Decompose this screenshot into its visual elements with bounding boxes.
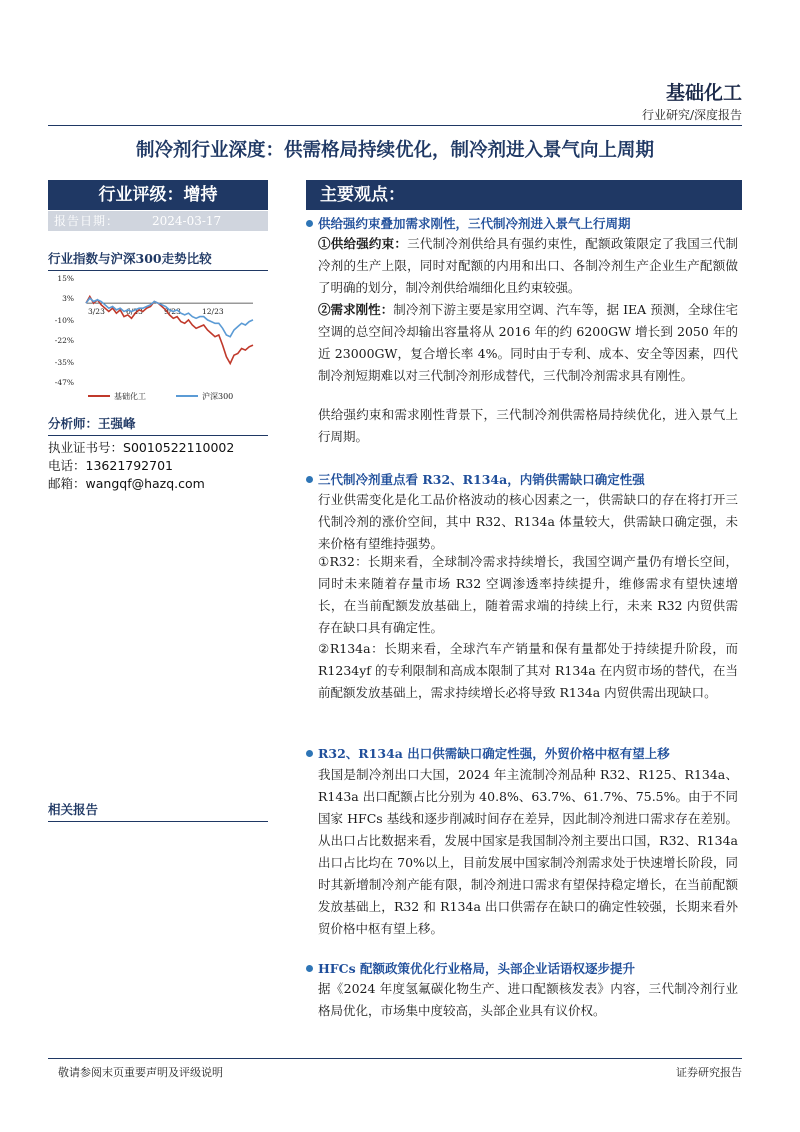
legend-label: 基础化工 [114, 392, 146, 401]
footer-disclaimer: 敬请参阅末页重要声明及评级说明 [58, 1066, 223, 1079]
report-title: 制冷剂行业深度：供需格局持续优化，制冷剂进入景气向上周期 [135, 140, 654, 161]
legend-label: 沪深300 [202, 392, 234, 401]
paragraph: 我国是制冷剂出口大国，2024 年主流制冷剂品种 R32、R125、R134a、R143a 出口配额占比分别为 40.8%、63.7%、61.7%、75.5%。由于不同国家 HFCs 基线和逐步削减时间存在差异，因此制冷剂进口需求存在差别。从出口占比数据来看，发展中国家是我国制冷剂主要出口国，R32、R134a 出口占比均在 70%以上，目前发展中国家制冷剂需求处于快速增长阶段，同时其新增制冷剂产能有限，制冷剂进口需求有望保持稳定增长，在当前配额发放基础上，R32 和 R134a 出口供需存在缺口的确定性较强，长期来看外贸价格中枢有望上移。 [318, 767, 739, 936]
paragraph: ①供给强约束：三代制冷剂供给具有强约束性，配额政策限定了我国三代制冷剂的生产上限，同时对配额的内用和出口、各制冷剂生产企业生产配额做了明确的划分，制冷剂供给端细化且约束较强。 [318, 236, 738, 295]
email-label: 邮箱： [48, 476, 86, 491]
license-value: S0010522110002 [123, 440, 235, 455]
related-reports-heading: 相关报告 [48, 800, 268, 822]
phone-label: 电话： [48, 458, 86, 473]
chart-heading: 行业指数与沪深300走势比较 [48, 249, 268, 271]
index-comparison-chart [48, 268, 268, 408]
section-heading: HFCs 配额政策优化行业格局，头部企业话语权逐步提升 [306, 959, 742, 977]
section-heading: R32、R134a 出口供需缺口确定性强，外贸价格中枢有望上移 [306, 744, 742, 762]
license-row [48, 438, 234, 456]
x-tick-label: 9/23 [164, 307, 181, 317]
bullet-icon [306, 476, 313, 483]
email-value[interactable]: wangqf@hazq.com [85, 476, 205, 491]
analyst-heading: 分析师：王强峰 [48, 414, 268, 436]
email-row [48, 474, 205, 492]
report-type: 行业研究/深度报告 [641, 108, 742, 122]
paragraph: 行业供需变化是化工品价格波动的核心因素之一，供需缺口的存在将打开三代制冷剂的涨价空间，其中 R32、R134a 体量较大，供需缺口确定强，未来价格有望维持强势。 [318, 492, 738, 551]
x-tick-label: 3/23 [88, 307, 105, 317]
paragraph: 供给强约束和需求刚性背景下，三代制冷剂供需格局持续优化，进入景气上行周期。 [318, 407, 738, 444]
series-line-csi300 [86, 298, 253, 337]
footer-report-label: 证券研究报告 [676, 1066, 742, 1079]
section-heading: 三代制冷剂重点看 R32、R134a，内销供需缺口确定性强 [306, 470, 742, 488]
license-label: 执业证书号： [48, 440, 124, 455]
industry-category: 基础化工 [665, 82, 742, 104]
x-tick-label: 12/23 [202, 307, 224, 317]
header-divider [48, 125, 742, 126]
bullet-icon [306, 750, 313, 757]
x-tick-label: 6/23 [126, 307, 143, 317]
phone-value: 13621792701 [85, 458, 173, 473]
y-tick-label: -22% [54, 336, 74, 346]
paragraph: ②R134a：长期来看，全球汽车产销量和保有量都处于持续提升阶段，而 R1234yf 的专利限制和高成本限制了其对 R134a 在内贸市场的替代，在当前配额发放基础上，需求持续增长必将导致 R134a 内贸供需出现缺口。 [318, 641, 738, 700]
y-tick-label: 15% [57, 274, 74, 283]
y-tick-label: -35% [54, 357, 74, 367]
industry-rating: 行业评级：增持 [48, 180, 268, 210]
y-tick-label: -10% [54, 315, 74, 325]
paragraph: ②需求刚性：制冷剂下游主要是家用空调、汽车等，据 IEA 预测，全球住宅空调的总空间冷却输出容量将从 2016 年的约 6200GW 增长到 2050 年的近 23000GW，复合增长率 4%。同时由于专利、成本、安全等因素，四代制冷剂短期难以对三代制冷剂形成替代，三代制冷剂需求具有刚性。 [318, 302, 738, 383]
paragraph: ①R32：长期来看，全球制冷需求持续增长，我国空调产量仍有增长空间，同时未来随着存量市场 R32 空调渗透率持续提升，维修需求有望快速增长，在当前配额发放基础上，随着需求端的持续上行，未来 R32 内贸供需存在缺口具有确定性。 [318, 554, 738, 635]
report-date-label: 报告日期： [54, 214, 120, 228]
paragraph: 据《2024 年度氢氟碳化物生产、进口配额核发表》内容，三代制冷剂行业格局优化，市场集中度较高，头部企业具有议价权。 [318, 981, 738, 1018]
y-tick-label: 3% [62, 294, 74, 304]
phone-row [48, 456, 173, 474]
report-date-row [48, 211, 268, 231]
main-points-heading: 主要观点： [306, 180, 742, 210]
bullet-icon [306, 220, 313, 227]
section-heading: 供给强约束叠加需求刚性，三代制冷剂进入景气上行周期 [306, 214, 742, 232]
bullet-icon [306, 965, 313, 972]
y-tick-label: -47% [54, 378, 74, 387]
report-date-value: 2024-03-17 [152, 214, 222, 228]
footer-divider [48, 1058, 742, 1059]
